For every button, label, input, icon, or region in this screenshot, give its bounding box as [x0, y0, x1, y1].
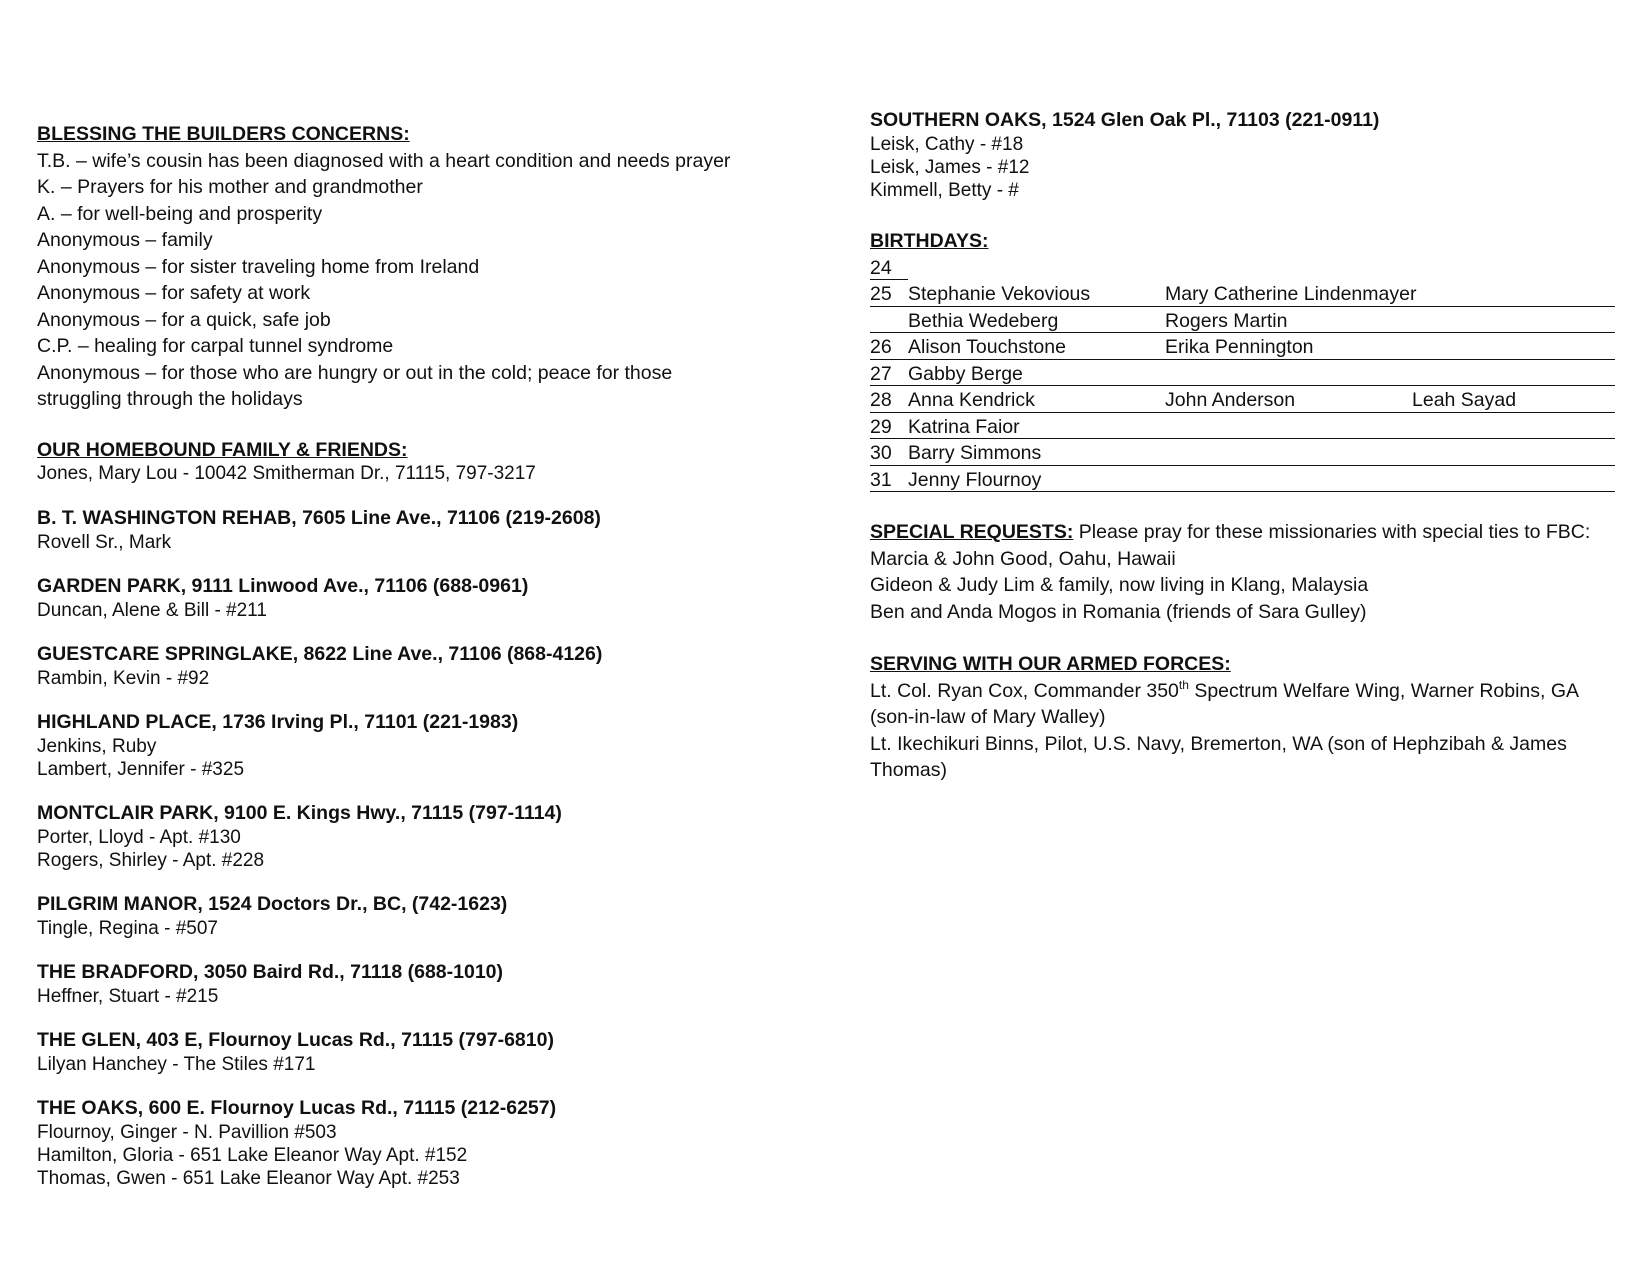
- resident: Rogers, Shirley - Apt. #228: [37, 849, 265, 871]
- birthday-day: 25: [870, 283, 892, 305]
- facility: [37, 801, 797, 872]
- facility: [37, 506, 797, 554]
- birthday-day: 28: [870, 389, 892, 411]
- birthday-name: Leah Sayad: [1412, 389, 1517, 411]
- resident: Tingle, Regina - #507: [37, 917, 218, 939]
- facility-name: PILGRIM MANOR, 1524 Doctors Dr., BC, (742-1623): [37, 892, 508, 915]
- birthday-day: 24: [870, 256, 892, 279]
- facility-name: B. T. WASHINGTON REHAB, 7605 Line Ave., 71106 (219-2608): [37, 506, 601, 529]
- concerns-list: [37, 148, 797, 413]
- facility-southern-oaks: [870, 108, 1615, 202]
- concerns-heading: BLESSING THE BUILDERS CONCERNS:: [37, 123, 410, 145]
- resident: Flournoy, Ginger - N. Pavillion #503: [37, 1121, 337, 1143]
- birthday-name: Katrina Faior: [908, 415, 1020, 438]
- concern-item: Anonymous – for sister traveling home from Ireland: [37, 255, 480, 278]
- birthday-name: Stephanie Vekovious: [908, 283, 1091, 305]
- special-requests-heading: SPECIAL REQUESTS:: [870, 521, 1074, 543]
- birthday-name: Barry Simmons: [908, 442, 1042, 464]
- resident: Leisk, Cathy - #18: [870, 134, 1024, 155]
- resident: Lilyan Hanchey - The Stiles #171: [37, 1053, 316, 1075]
- concern-item: T.B. – wife’s cousin has been diagnosed with a heart condition and needs prayer: [37, 149, 731, 172]
- armed-forces-item: Lt. Ikechikuri Binns, Pilot, U.S. Navy, Bremerton, WA (son of Hephzibah & James: [870, 732, 1567, 755]
- birthday-row: [870, 361, 1615, 388]
- facility-name: GUESTCARE SPRINGLAKE, 8622 Line Ave., 71106 (868-4126): [37, 642, 603, 665]
- facility-name: MONTCLAIR PARK, 9100 E. Kings Hwy., 71115 (797-1114): [37, 801, 562, 824]
- birthday-row: [870, 467, 1615, 494]
- birthday-name: Erika Pennington: [1165, 336, 1314, 358]
- birthday-name: Bethia Wedeberg: [908, 309, 1059, 332]
- armed-forces-item: [870, 678, 1615, 705]
- armed-forces-item-cont: (son-in-law of Mary Walley): [870, 706, 1106, 728]
- birthday-day: 29: [870, 415, 892, 438]
- birthday-day: 31: [870, 468, 892, 491]
- resident: Porter, Lloyd - Apt. #130: [37, 826, 241, 848]
- facility: [37, 960, 797, 1008]
- concern-item: Anonymous – for safety at work: [37, 282, 311, 304]
- facility-name: THE BRADFORD, 3050 Baird Rd., 71118 (688-1010): [37, 960, 504, 983]
- birthday-row: [870, 334, 1615, 361]
- birthday-row: [870, 255, 1615, 282]
- facility-name: HIGHLAND PLACE, 1736 Irving Pl., 71101 (221-1983): [37, 710, 519, 733]
- resident: Lambert, Jennifer - #325: [37, 758, 245, 780]
- armed-forces-text: Lt. Col. Ryan Cox, Commander 350: [870, 679, 1179, 702]
- homebound-heading: OUR HOMEBOUND FAMILY & FRIENDS:: [37, 438, 408, 461]
- birthday-day: 26: [870, 336, 892, 358]
- facility: [37, 642, 797, 690]
- special-requests-intro: Please pray for these missionaries with special ties to FBC:: [1073, 521, 1591, 543]
- resident: Hamilton, Gloria - 651 Lake Eleanor Way Apt. #152: [37, 1144, 468, 1166]
- facility: [37, 892, 797, 940]
- birthday-name: Gabby Berge: [908, 362, 1023, 385]
- resident: Kimmell, Betty - #: [870, 180, 1019, 201]
- concern-item: K. – Prayers for his mother and grandmother: [37, 176, 423, 198]
- missionary-item: Ben and Anda Mogos in Romania (friends of Sara Gulley): [870, 600, 1367, 623]
- birthday-name: John Anderson: [1165, 389, 1296, 411]
- birthday-row: [870, 281, 1615, 308]
- facility-name: THE GLEN, 403 E, Flournoy Lucas Rd., 71115 (797-6810): [37, 1028, 554, 1051]
- facility: [37, 1096, 797, 1190]
- birthday-day: 30: [870, 442, 892, 464]
- birthdays-heading: BIRTHDAYS:: [870, 230, 989, 252]
- resident: Leisk, James - #12: [870, 157, 1030, 178]
- missionary-item: Marcia & John Good, Oahu, Hawaii: [870, 547, 1176, 570]
- armed-forces-item-cont: Thomas): [870, 759, 947, 781]
- facility-name: SOUTHERN OAKS, 1524 Glen Oak Pl., 71103 (221-0911): [870, 109, 1380, 131]
- facility-name: GARDEN PARK, 9111 Linwood Ave., 71106 (688-0961): [37, 574, 529, 597]
- special-requests-line: [870, 519, 1615, 546]
- resident: Duncan, Alene & Bill - #211: [37, 599, 267, 621]
- concern-item: Anonymous – for those who are hungry or out in the cold; peace for those: [37, 361, 673, 384]
- resident: Rambin, Kevin - #92: [37, 667, 210, 689]
- missionary-item: Gideon & Judy Lim & family, now living in Klang, Malaysia: [870, 574, 1369, 596]
- birthday-row: [870, 440, 1615, 467]
- facility: [37, 574, 797, 622]
- resident: Thomas, Gwen - 651 Lake Eleanor Way Apt. #253: [37, 1167, 460, 1189]
- birthday-row: [870, 387, 1615, 414]
- birthday-name: Mary Catherine Lindenmayer: [1165, 283, 1417, 305]
- resident: Rovell Sr., Mark: [37, 531, 172, 553]
- facility-name: THE OAKS, 600 E. Flournoy Lucas Rd., 71115 (212-6257): [37, 1096, 557, 1119]
- left-column: [37, 121, 797, 1210]
- birthday-row: [870, 308, 1615, 335]
- armed-forces-text: Spectrum Welfare Wing, Warner Robins, GA: [1188, 679, 1580, 702]
- birthday-name: Rogers Martin: [1165, 309, 1288, 332]
- birthday-name: Anna Kendrick: [908, 389, 1035, 411]
- concern-item: struggling through the holidays: [37, 388, 303, 410]
- right-column: [870, 108, 1615, 784]
- birthday-name: Jenny Flournoy: [908, 468, 1042, 491]
- concern-item: Anonymous – for a quick, safe job: [37, 308, 331, 331]
- ordinal-suffix: th: [1178, 677, 1189, 692]
- resident: Jenkins, Ruby: [37, 735, 157, 757]
- birthday-row: [870, 414, 1615, 441]
- concern-item: A. – for well-being and prosperity: [37, 202, 323, 225]
- armed-forces-heading: SERVING WITH OUR ARMED FORCES:: [870, 653, 1231, 675]
- resident: Heffner, Stuart - #215: [37, 985, 219, 1007]
- birthday-name: Alison Touchstone: [908, 336, 1066, 358]
- concern-item: Anonymous – family: [37, 229, 213, 251]
- homebound-item: Jones, Mary Lou - 10042 Smitherman Dr., 71115, 797-3217: [37, 462, 536, 484]
- birthdays-table: [870, 255, 1615, 494]
- facility: [37, 710, 797, 781]
- concern-item: C.P. – healing for carpal tunnel syndrome: [37, 335, 394, 357]
- facility: [37, 1028, 797, 1076]
- birthday-day: 27: [870, 362, 892, 385]
